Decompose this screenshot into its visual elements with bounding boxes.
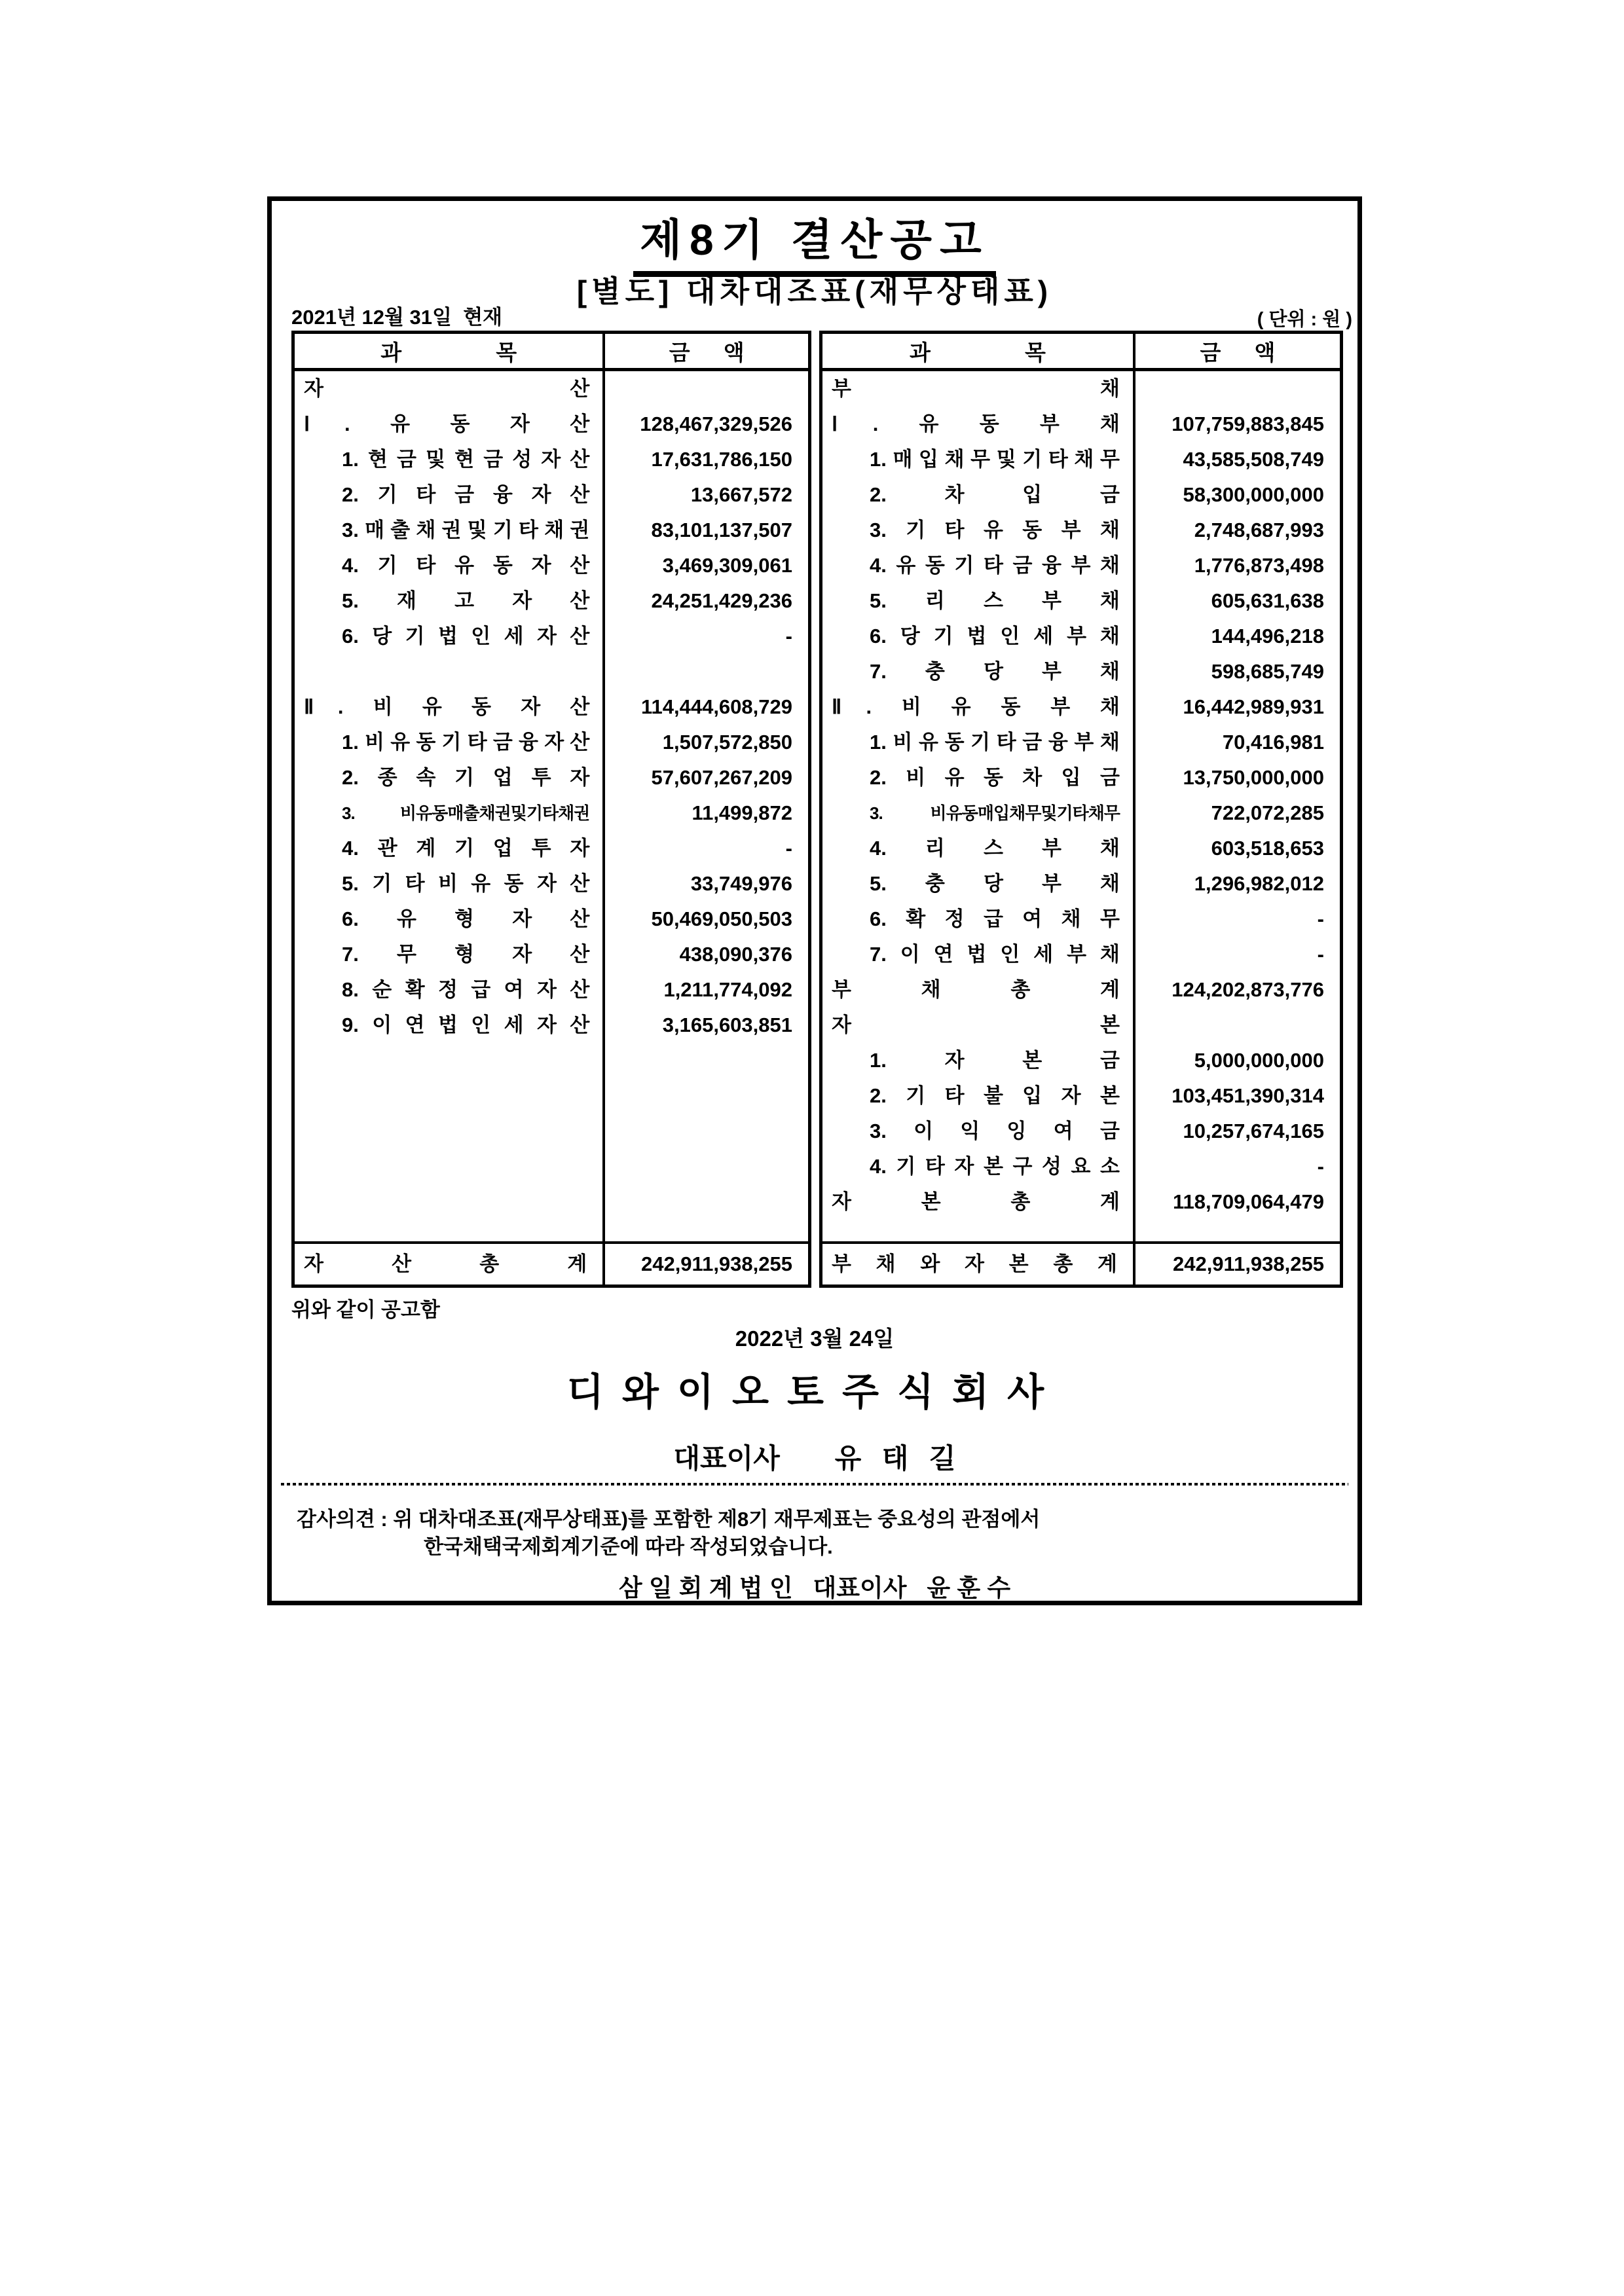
assets-column-item: 과 목: [295, 334, 605, 368]
item-label: 자 본: [832, 1013, 1120, 1036]
column-divider: [1133, 371, 1135, 1241]
table-row: [822, 972, 1340, 1008]
item-label: [295, 654, 605, 689]
announce-note: 위와 같이 공고함: [291, 1298, 440, 1321]
table-row: [295, 619, 808, 654]
unit-label: ( 단위 : 원 ): [1257, 309, 1352, 330]
item-label: 1. 자 본 금: [870, 1049, 1120, 1072]
amount-value: 10,257,674,165: [1183, 1120, 1324, 1142]
item-label: 2. 기 타 금 융 자 산: [342, 483, 590, 506]
liabilities-equity-total-amount: 242,911,938,255: [1172, 1252, 1324, 1275]
assets-table-header: [295, 334, 808, 371]
table-row: [822, 619, 1340, 654]
table-row: [295, 972, 808, 1008]
table-row: [295, 902, 808, 937]
item-label: 자 본 총 계: [832, 1190, 1120, 1213]
item-label: 3. 비유동매출채권및기타채권: [342, 803, 590, 823]
table-row: [295, 654, 808, 689]
table-row: [295, 583, 808, 619]
table-row: [822, 442, 1340, 477]
liabilities-rows: [822, 371, 1340, 1220]
table-row: [295, 477, 808, 513]
liabilities-equity-table: [819, 331, 1343, 1288]
audit-opinion-line2: 한국채택국제회계기준에 따라 작성되었습니다.: [424, 1535, 833, 1558]
table-row: [822, 831, 1340, 866]
assets-total-label: 자 산 총 계: [295, 1244, 605, 1285]
dotted-separator: [281, 1483, 1348, 1485]
liabilities-equity-total-row: [822, 1241, 1340, 1285]
amount-value: 1,776,873,498: [1194, 554, 1324, 577]
table-row: [295, 371, 808, 407]
assets-rows: [295, 371, 808, 1043]
liabilities-equity-total-label: 부 채 와 자 본 총 계: [822, 1244, 1135, 1285]
item-label: 3. 이 익 잉 여 금: [870, 1120, 1120, 1142]
amount-value: [605, 371, 808, 407]
item-label: 3. 비유동매입채무및기타채무: [870, 803, 1120, 823]
item-label: 5. 충 당 부 채: [870, 872, 1120, 895]
table-row: [295, 937, 808, 972]
announcement-box: [267, 196, 1362, 1605]
amount-value: -: [785, 625, 792, 647]
table-row: [822, 548, 1340, 583]
liabilities-table-body: [822, 371, 1340, 1241]
table-row: [822, 371, 1340, 407]
table-row: [295, 831, 808, 866]
page-subtitle: [별도] 대차대조표(재무상태표): [576, 274, 1053, 308]
item-label: 6. 유 형 자 산: [342, 907, 590, 930]
liabilities-column-item: 과 목: [822, 334, 1135, 368]
table-row: [822, 902, 1340, 937]
amount-value: 603,518,653: [1211, 837, 1324, 860]
amount-value: 83,101,137,507: [651, 519, 792, 541]
table-row: [822, 760, 1340, 795]
table-row: [295, 407, 808, 442]
item-label: 2. 종 속 기 업 투 자: [342, 766, 590, 789]
table-row: [822, 725, 1340, 760]
amount-value: 57,607,267,209: [651, 766, 792, 789]
table-row: [295, 442, 808, 477]
amount-value: 103,451,390,314: [1172, 1084, 1324, 1107]
item-label: 5. 리 스 부 채: [870, 589, 1120, 612]
table-row: [295, 513, 808, 548]
column-divider: [602, 371, 605, 1241]
ceo-signature-line: 대표이사 유 태 길: [673, 1444, 956, 1474]
amount-value: 70,416,981: [1222, 731, 1324, 754]
item-label: 7. 이 연 법 인 세 부 채: [870, 943, 1120, 966]
table-row: [822, 583, 1340, 619]
amount-value: 16,442,989,931: [1183, 695, 1324, 718]
amount-value: 107,759,883,845: [1172, 412, 1324, 435]
item-label: 부 채 총 계: [832, 978, 1120, 1001]
item-label: 1. 비 유 동 기 타 금 융 자 산: [342, 731, 590, 754]
table-row: [822, 1149, 1340, 1184]
audit-opinion-line1: 감사의견 : 위 대차대조표(재무상태표)를 포함한 제8기 재무제표는 중요성의 관점에서: [297, 1508, 1041, 1531]
table-row: [295, 795, 808, 831]
amount-value: 33,749,976: [690, 872, 792, 895]
amount-value: 58,300,000,000: [1183, 483, 1324, 506]
amount-value: 13,667,572: [690, 483, 792, 506]
amount-value: 43,585,508,749: [1183, 448, 1324, 471]
amount-value: 438,090,376: [679, 943, 792, 966]
item-label: 6. 당 기 법 인 세 자 산: [342, 625, 590, 647]
table-row: [822, 1043, 1340, 1078]
amount-value: 118,709,064,479: [1172, 1190, 1324, 1213]
amount-value: 605,631,638: [1211, 589, 1324, 612]
item-label: 9. 이 연 법 인 세 자 산: [342, 1013, 590, 1036]
table-row: [822, 937, 1340, 972]
item-label: 6. 확 정 급 여 채 무: [870, 907, 1120, 930]
amount-value: 722,072,285: [1211, 801, 1324, 824]
liabilities-table-header: [822, 334, 1340, 371]
table-row: [822, 477, 1340, 513]
company-name: 디와이오토주식회사: [566, 1371, 1063, 1413]
item-label: 자 산: [304, 377, 590, 400]
amount-value: 3,469,309,061: [662, 554, 792, 577]
page-title: 제8기 결산공고: [633, 205, 996, 277]
item-label: 1. 비 유 동 기 타 금 융 부 채: [870, 731, 1120, 754]
item-label: 2. 차 입 금: [870, 483, 1120, 506]
item-label: 3. 기 타 유 동 부 채: [870, 519, 1120, 541]
auditor-signature-line: 삼 일 회 계 법 인 대표이사 윤 훈 수: [618, 1575, 1011, 1601]
amount-value: [605, 654, 808, 689]
title-wrap: [272, 205, 1357, 277]
amount-value: 1,296,982,012: [1194, 872, 1324, 895]
amount-value: 2,748,687,993: [1194, 519, 1324, 541]
item-label: 7. 충 당 부 채: [870, 660, 1120, 683]
item-label: 4. 기 타 자 본 구 성 요 소: [870, 1155, 1120, 1178]
assets-table: [291, 331, 811, 1288]
item-label: 7. 무 형 자 산: [342, 943, 590, 966]
table-row: [822, 866, 1340, 902]
table-row: [295, 1008, 808, 1043]
table-row: [295, 548, 808, 583]
table-row: [295, 866, 808, 902]
amount-value: -: [1317, 943, 1324, 966]
table-row: [822, 513, 1340, 548]
amount-value: -: [785, 837, 792, 860]
item-label: Ⅰ. 유 동 자 산: [304, 412, 590, 435]
amount-value: 11,499,872: [692, 801, 792, 824]
amount-value: -: [1317, 907, 1324, 930]
table-row: [295, 725, 808, 760]
amount-value: 128,467,329,526: [640, 412, 792, 435]
item-label: 2. 비 유 동 차 입 금: [870, 766, 1120, 789]
table-row: [822, 654, 1340, 689]
item-label: 6. 당 기 법 인 세 부 채: [870, 625, 1120, 647]
item-label: 4. 관 계 기 업 투 자: [342, 837, 590, 860]
amount-value: 5,000,000,000: [1194, 1049, 1324, 1072]
amount-value: [1135, 1008, 1340, 1043]
liabilities-column-amount: 금 액: [1200, 340, 1276, 365]
amount-value: 24,251,429,236: [651, 589, 792, 612]
as-of-date: 2021년 12월 31일 현재: [291, 301, 502, 334]
amount-value: 13,750,000,000: [1183, 766, 1324, 789]
amount-value: 598,685,749: [1211, 660, 1324, 683]
item-label: 8. 순 확 정 급 여 자 산: [342, 978, 590, 1001]
item-label: 3. 매 출 채 권 및 기 타 채 권: [342, 519, 590, 541]
item-label: 2. 기 타 불 입 자 본: [870, 1084, 1120, 1107]
item-label: 부 채: [832, 377, 1120, 400]
item-label: 4. 유 동 기 타 금 융 부 채: [870, 554, 1120, 577]
item-label: Ⅱ. 비 유 동 자 산: [304, 695, 590, 718]
amount-value: 124,202,873,776: [1172, 978, 1324, 1001]
item-label: 4. 기 타 유 동 자 산: [342, 554, 590, 577]
amount-value: -: [1317, 1155, 1324, 1178]
item-label: Ⅱ. 비 유 동 부 채: [832, 695, 1120, 718]
table-row: [295, 689, 808, 725]
announce-date: 2022년 3월 24일: [735, 1326, 895, 1351]
item-label: 5. 재 고 자 산: [342, 589, 590, 612]
amount-value: 1,507,572,850: [662, 731, 792, 754]
table-row: [822, 795, 1340, 831]
amount-value: 50,469,050,503: [651, 907, 792, 930]
item-label: 5. 기 타 비 유 동 자 산: [342, 872, 590, 895]
assets-total-amount: 242,911,938,255: [640, 1252, 792, 1275]
amount-value: 17,631,786,150: [651, 448, 792, 471]
table-row: [822, 1114, 1340, 1149]
table-row: [822, 1008, 1340, 1043]
amount-value: [1135, 371, 1340, 407]
table-row: [822, 407, 1340, 442]
assets-column-amount: 금 액: [669, 340, 745, 365]
item-label: Ⅰ. 유 동 부 채: [832, 412, 1120, 435]
table-row: [822, 1184, 1340, 1220]
amount-value: 3,165,603,851: [662, 1013, 792, 1036]
table-row: [822, 689, 1340, 725]
item-label: 1. 현 금 및 현 금 성 자 산: [342, 448, 590, 471]
table-row: [295, 760, 808, 795]
amount-value: 114,444,608,729: [640, 695, 792, 718]
table-row: [822, 1078, 1340, 1114]
amount-value: 144,496,218: [1211, 625, 1324, 647]
item-label: 4. 리 스 부 채: [870, 837, 1120, 860]
assets-table-body: [295, 371, 808, 1241]
item-label: 1. 매 입 채 무 및 기 타 채 무: [870, 448, 1120, 471]
amount-value: 1,211,774,092: [663, 978, 792, 1001]
assets-total-row: [295, 1241, 808, 1285]
